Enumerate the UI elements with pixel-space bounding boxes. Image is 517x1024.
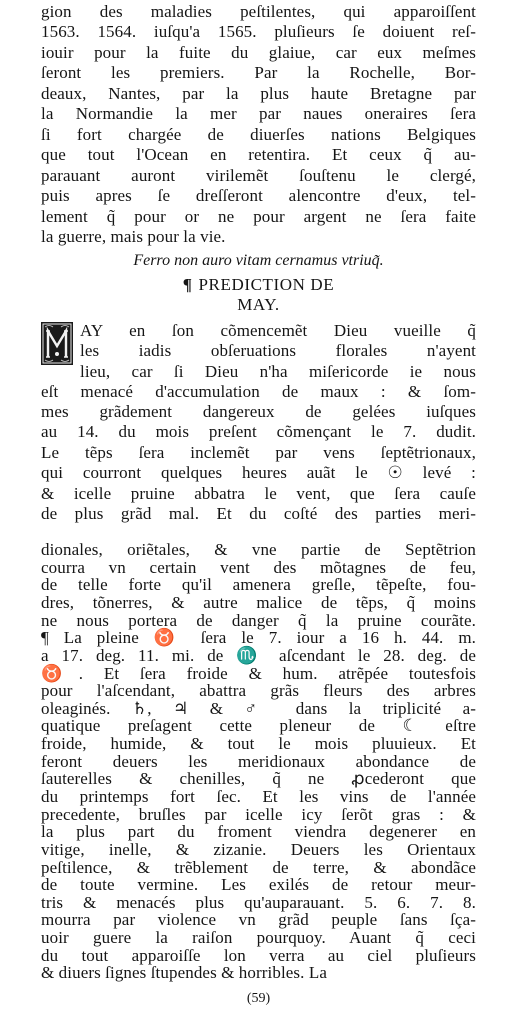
text-line: froide, humide, & tout le mois pluuieux. Et [41, 734, 476, 753]
text-line: qui courront quelques heures auãt le ☉ levé : [41, 463, 476, 482]
text-line: la guerre, mais pour la vie. [41, 227, 226, 246]
latin-motto: Ferro non auro vitam cernamus vtriuq̃. [133, 252, 384, 269]
text-line: puis apres ſe dreſſeront alencontre d'eux, tel- [41, 186, 476, 205]
text-line: de plus grãd mal. Et du coſté des parties meri- [41, 504, 476, 523]
initial-m-ornament [41, 322, 73, 365]
text-line: au 14. du mois preſent cõmençant le 7. dudit. [41, 422, 476, 441]
section-heading [0, 275, 517, 295]
text-line: du tout apparoiſſe lon verra au ciel pluſieurs [41, 945, 476, 965]
text-line: lement q̃ pour or ne pour argent ne ſera faite [41, 207, 476, 226]
text-line: deaux, Nantes, par la plus haute Bretagne par [41, 84, 476, 103]
text-line: Le tẽps ſera inclemẽt par vens ſeptẽtrionaux, [41, 443, 476, 462]
text-line: dres, tõnerres, & autre malice de tẽps, q̃ moins [41, 592, 476, 612]
text-line: lieu, car ſi Dieu n'ha miſericorde ie nous [80, 362, 476, 381]
text-line: la plus part du froment viendra degenerer en [41, 822, 476, 842]
pilcrow-mark: ¶ [182, 275, 193, 294]
text-line: vitige, inelle, & zizanie. Deuers les Orientaux [41, 839, 476, 859]
text-line: parauant auront virilemẽt ſouſtenu le clergé, [41, 166, 476, 185]
text-line: dionales, oriẽtales, & vne partie de Septẽtrion [41, 540, 476, 559]
text-line: quatique preſagent cette pleneur de ☾ eſtre [41, 716, 476, 736]
text-line: oleaginés. ♄, ♃ & ♂ dans la triplicité a- [41, 698, 476, 718]
text-line: gion des maladies peſtilentes, qui apparoiſſent [41, 2, 476, 21]
text-line: ſi fort chargée de diuerſes nations Belgiques [41, 125, 476, 144]
text-line: & icelle pruine abbatra le vent, que ſera cauſe [41, 484, 476, 503]
text-line: pour l'aſcendant, abattra grãs fleurs des arbres [41, 681, 476, 701]
text-line: peſtilence, & trẽblement de terre, & abondãce [41, 857, 476, 877]
text-line: eſt menacé d'accumulation de maux : & ſom- [41, 382, 476, 401]
text-line: du printemps fort ſec. Et les vins de l'année [41, 787, 476, 806]
text-line: que tout l'Ocean en retentira. Et ceux q̃ au- [41, 145, 476, 164]
text-line: & diuers ſignes ſtupendes & horribles. La [41, 963, 327, 983]
text-line: iouir pour la fuite du glaiue, car eux meſmes [41, 43, 476, 62]
text-line: mourra par violence vn grãd peuple ſans ſça- [41, 910, 476, 930]
heading-line-1: PREDICTION DE [198, 275, 335, 294]
text-line: de toute vermine. Les exilés de retour meur- [41, 875, 476, 895]
heading-line-2: MAY. [237, 295, 280, 314]
text-line: feront deuers les meridionaux abondance de [41, 751, 476, 771]
text-line: courra vn certain vent des mõtagnes de feu, [41, 557, 476, 577]
text-line: ne nous portera de danger q̃ la pruine courãte. [41, 610, 476, 630]
text-line: les iadis obſeruations florales n'ayent [80, 341, 476, 360]
ornamental-initial [41, 322, 73, 365]
text-line: ♉. Et ſera froide & hum. atrẽpée toutesfois [41, 663, 476, 683]
text-line: precedente, bruſles par icelle icy ſerõt gras : & [41, 804, 476, 824]
page-number: (59) [246, 991, 271, 1006]
text-line: AY en ſon cõmencemẽt Dieu vueille q̃ [80, 321, 476, 340]
text-line: de telle forte qu'il amenera greſle, tẽpeſte, fou- [41, 575, 476, 595]
text-line: la Normandie la mer par naues oneraires ſera [41, 104, 476, 123]
text-line: ¶ La pleine ♉ ſera le 7. iour a 16 h. 44. m. [41, 628, 476, 648]
text-line: uoir guere la raiſon pourquoy. Auant q̃ ceci [41, 928, 476, 948]
text-line: ſeront les premiers. Par la Rochelle, Bor- [41, 63, 476, 82]
text-line: 1563. 1564. iuſqu'a 1565. pluſieurs ſe doiuent reſ- [41, 22, 476, 41]
text-line: tris & menacés plus qu'auparauant. 5. 6. 7. 8. [41, 892, 476, 912]
text-line: ſauterelles & chenilles, q̃ ne ꝓcederont que [41, 769, 476, 789]
text-line: mes grãdement dangereux de gelées iuſques [41, 402, 476, 421]
text-line: a 17. deg. 11. mi. de ♏ aſcendant le 28. deg. de [41, 645, 476, 665]
